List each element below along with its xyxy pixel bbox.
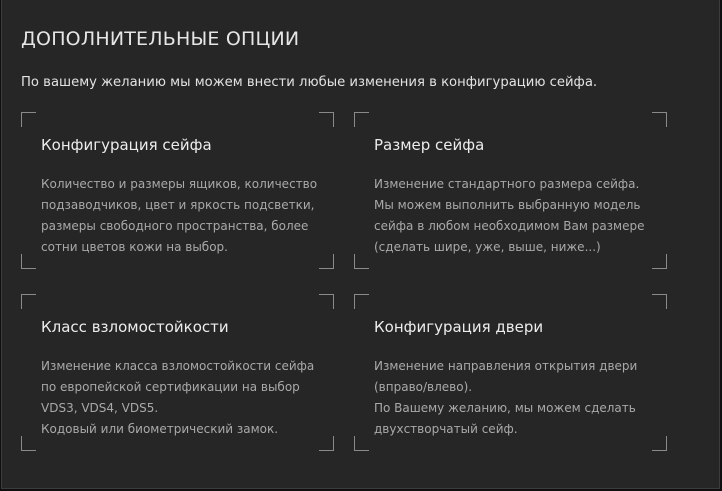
option-description-line: Изменение стандартного размера сейфа. bbox=[374, 177, 640, 191]
option-description-line: (сделать шире, уже, выше, ниже...) bbox=[374, 240, 601, 254]
option-description-line: Изменение класса взломостойкости сейфа bbox=[41, 359, 315, 373]
option-description bbox=[41, 356, 331, 440]
corner-bracket bbox=[21, 436, 36, 451]
option-description-line: сейфа в любом необходимом Вам размере bbox=[374, 219, 645, 233]
option-title: Класс взломостойкости bbox=[41, 318, 229, 336]
option-description bbox=[41, 174, 331, 258]
option-title: Конфигурация двери bbox=[374, 318, 544, 336]
option-description-line: Изменение направления открытия двери bbox=[374, 359, 638, 373]
option-description-line: По Вашему желанию, мы можем сделать bbox=[374, 401, 636, 415]
option-description-line: подзаводчиков, цвет и яркость подсветки, bbox=[41, 198, 315, 212]
option-description-line: (вправо/влево). bbox=[374, 380, 473, 394]
corner-bracket bbox=[354, 254, 369, 269]
corner-bracket bbox=[21, 112, 36, 127]
option-description bbox=[374, 174, 664, 258]
option-card-burglary-resistance bbox=[21, 294, 334, 451]
corner-bracket bbox=[21, 294, 36, 309]
section-subtitle: По вашему желанию мы можем внести любые изменения в конфигурацию сейфа. bbox=[21, 75, 598, 90]
option-description-line: Мы можем выполнить выбранную модель bbox=[374, 198, 641, 212]
corner-bracket bbox=[21, 254, 36, 269]
option-description-line: сотни цветов кожи на выбор. bbox=[41, 240, 228, 254]
option-description-line: Количество и размеры ящиков, количество bbox=[41, 177, 318, 191]
option-description bbox=[374, 356, 664, 440]
section-title: ДОПОЛНИТЕЛЬНЫЕ ОПЦИИ bbox=[21, 28, 300, 50]
corner-bracket bbox=[652, 294, 667, 309]
corner-bracket bbox=[319, 294, 334, 309]
option-card-door-configuration bbox=[354, 294, 667, 451]
corner-bracket bbox=[354, 294, 369, 309]
corner-bracket bbox=[354, 112, 369, 127]
corner-bracket bbox=[652, 112, 667, 127]
option-description-line: по европейской сертификации на выбор bbox=[41, 380, 300, 394]
additional-options-panel bbox=[1, 0, 720, 489]
option-card-safe-configuration bbox=[21, 112, 334, 269]
corner-bracket bbox=[354, 436, 369, 451]
option-title: Размер сейфа bbox=[374, 136, 485, 154]
corner-bracket bbox=[319, 112, 334, 127]
option-description-line: размеры свободного пространства, более bbox=[41, 219, 309, 233]
option-title: Конфигурация сейфа bbox=[41, 136, 212, 154]
option-description-line: VDS3, VDS4, VDS5. bbox=[41, 401, 159, 415]
option-description-line: двухстворчатый сейф. bbox=[374, 422, 518, 436]
option-description-line: Кодовый или биометрический замок. bbox=[41, 422, 279, 436]
option-card-safe-size bbox=[354, 112, 667, 269]
